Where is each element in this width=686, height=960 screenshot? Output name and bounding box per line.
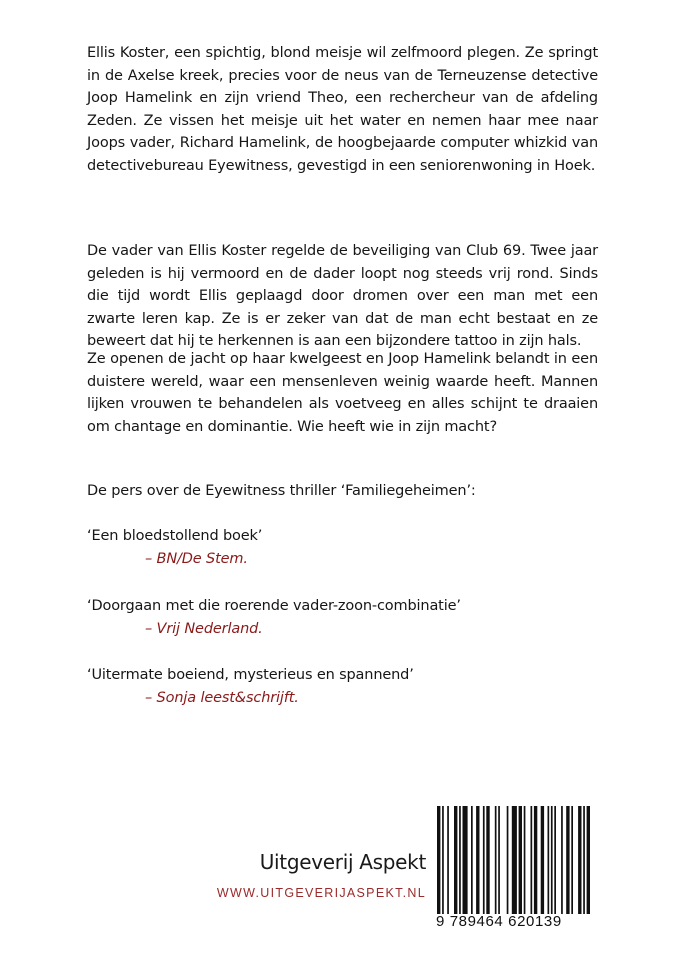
- barcode-bar: [541, 806, 544, 914]
- barcode-bar: [486, 806, 489, 914]
- barcode-bar: [512, 806, 517, 914]
- barcode-bar: [498, 806, 500, 914]
- barcode-bar: [507, 806, 509, 914]
- barcode-bar: [476, 806, 479, 914]
- barcode-bar: [534, 806, 537, 914]
- barcode-bar: [454, 806, 457, 914]
- barcode-bar: [566, 806, 569, 914]
- barcode-bar: [471, 806, 473, 914]
- barcode-bar: [571, 806, 573, 914]
- barcode-bar: [519, 806, 522, 914]
- barcode-bar: [551, 806, 553, 914]
- press-quote-3: ‘Uitermate boeiend, mysterieus en spannend’: [87, 667, 414, 683]
- barcode-bar: [561, 806, 563, 914]
- barcode-bar: [524, 806, 526, 914]
- press-source-1: – BN/De Stem.: [145, 551, 248, 567]
- barcode-bar: [587, 806, 590, 914]
- press-quote-2: ‘Doorgaan met die roerende vader-zoon-combinatie’: [87, 598, 461, 614]
- isbn-number: 9 789464 620139: [436, 913, 562, 930]
- isbn-barcode: [436, 806, 596, 916]
- barcode-bar: [483, 806, 485, 914]
- barcode-bar: [447, 806, 449, 914]
- publisher-name: Uitgeverij Aspekt: [259, 850, 426, 874]
- blurb-paragraph-3: Ze openen de jacht op haar kwelgeest en Joop Hamelink belandt in een duistere wereld, waar een mensenleven weinig waarde heeft. Mannen lijken vrouwen te behandelen als voetveeg en alles schijnt te draaien om chantage en dominantie. Wie heeft wie in zijn macht?: [87, 351, 598, 435]
- barcode-bar: [554, 806, 556, 914]
- blurb-paragraph-2: De vader van Ellis Koster regelde de beveiliging van Club 69. Twee jaar geleden is hij vermoord en de dader loopt nog steeds vrij rond. Sinds die tijd wordt Ellis geplaagd door dromen over een man met een zwarte leren kap. Ze is er zeker van dat de man echt bestaat en ze beweert dat hij te herkennen is aan een bijzondere tattoo in zijn hals.: [87, 243, 598, 350]
- press-source-2: – Vrij Nederland.: [145, 621, 263, 637]
- barcode-bar: [531, 806, 533, 914]
- barcode-bar: [548, 806, 550, 914]
- blurb-paragraph-1: Ellis Koster, een spichtig, blond meisje wil zelfmoord plegen. Ze springt in de Axelse kreek, precies voor de neus van de Terneuzense detective Joop Hamelink en zijn vriend Theo, een rechercheur van de afdeling Zeden. Ze vissen het meisje uit het water en nemen haar mee naar Joops vader, Richard Hamelink, de hoogbejaarde computer whizkid van detectivebureau Eyewitness, gevestigd in een seniorenwoning in Hoek.: [87, 45, 598, 174]
- barcode-bar: [459, 806, 461, 914]
- barcode-bar: [437, 806, 440, 914]
- barcode-bar: [495, 806, 497, 914]
- press-heading: De pers over de Eyewitness thriller ‘Familiegeheimen’:: [87, 483, 476, 499]
- press-source-3: – Sonja leest&schrijft.: [145, 690, 299, 706]
- publisher-url[interactable]: WWW.UITGEVERIJASPEKT.NL: [216, 886, 426, 900]
- barcode-bar: [578, 806, 581, 914]
- barcode-bar: [442, 806, 444, 914]
- press-quote-1: ‘Een bloedstollend boek’: [87, 528, 263, 544]
- barcode-bar: [583, 806, 585, 914]
- barcode-bar: [463, 806, 468, 914]
